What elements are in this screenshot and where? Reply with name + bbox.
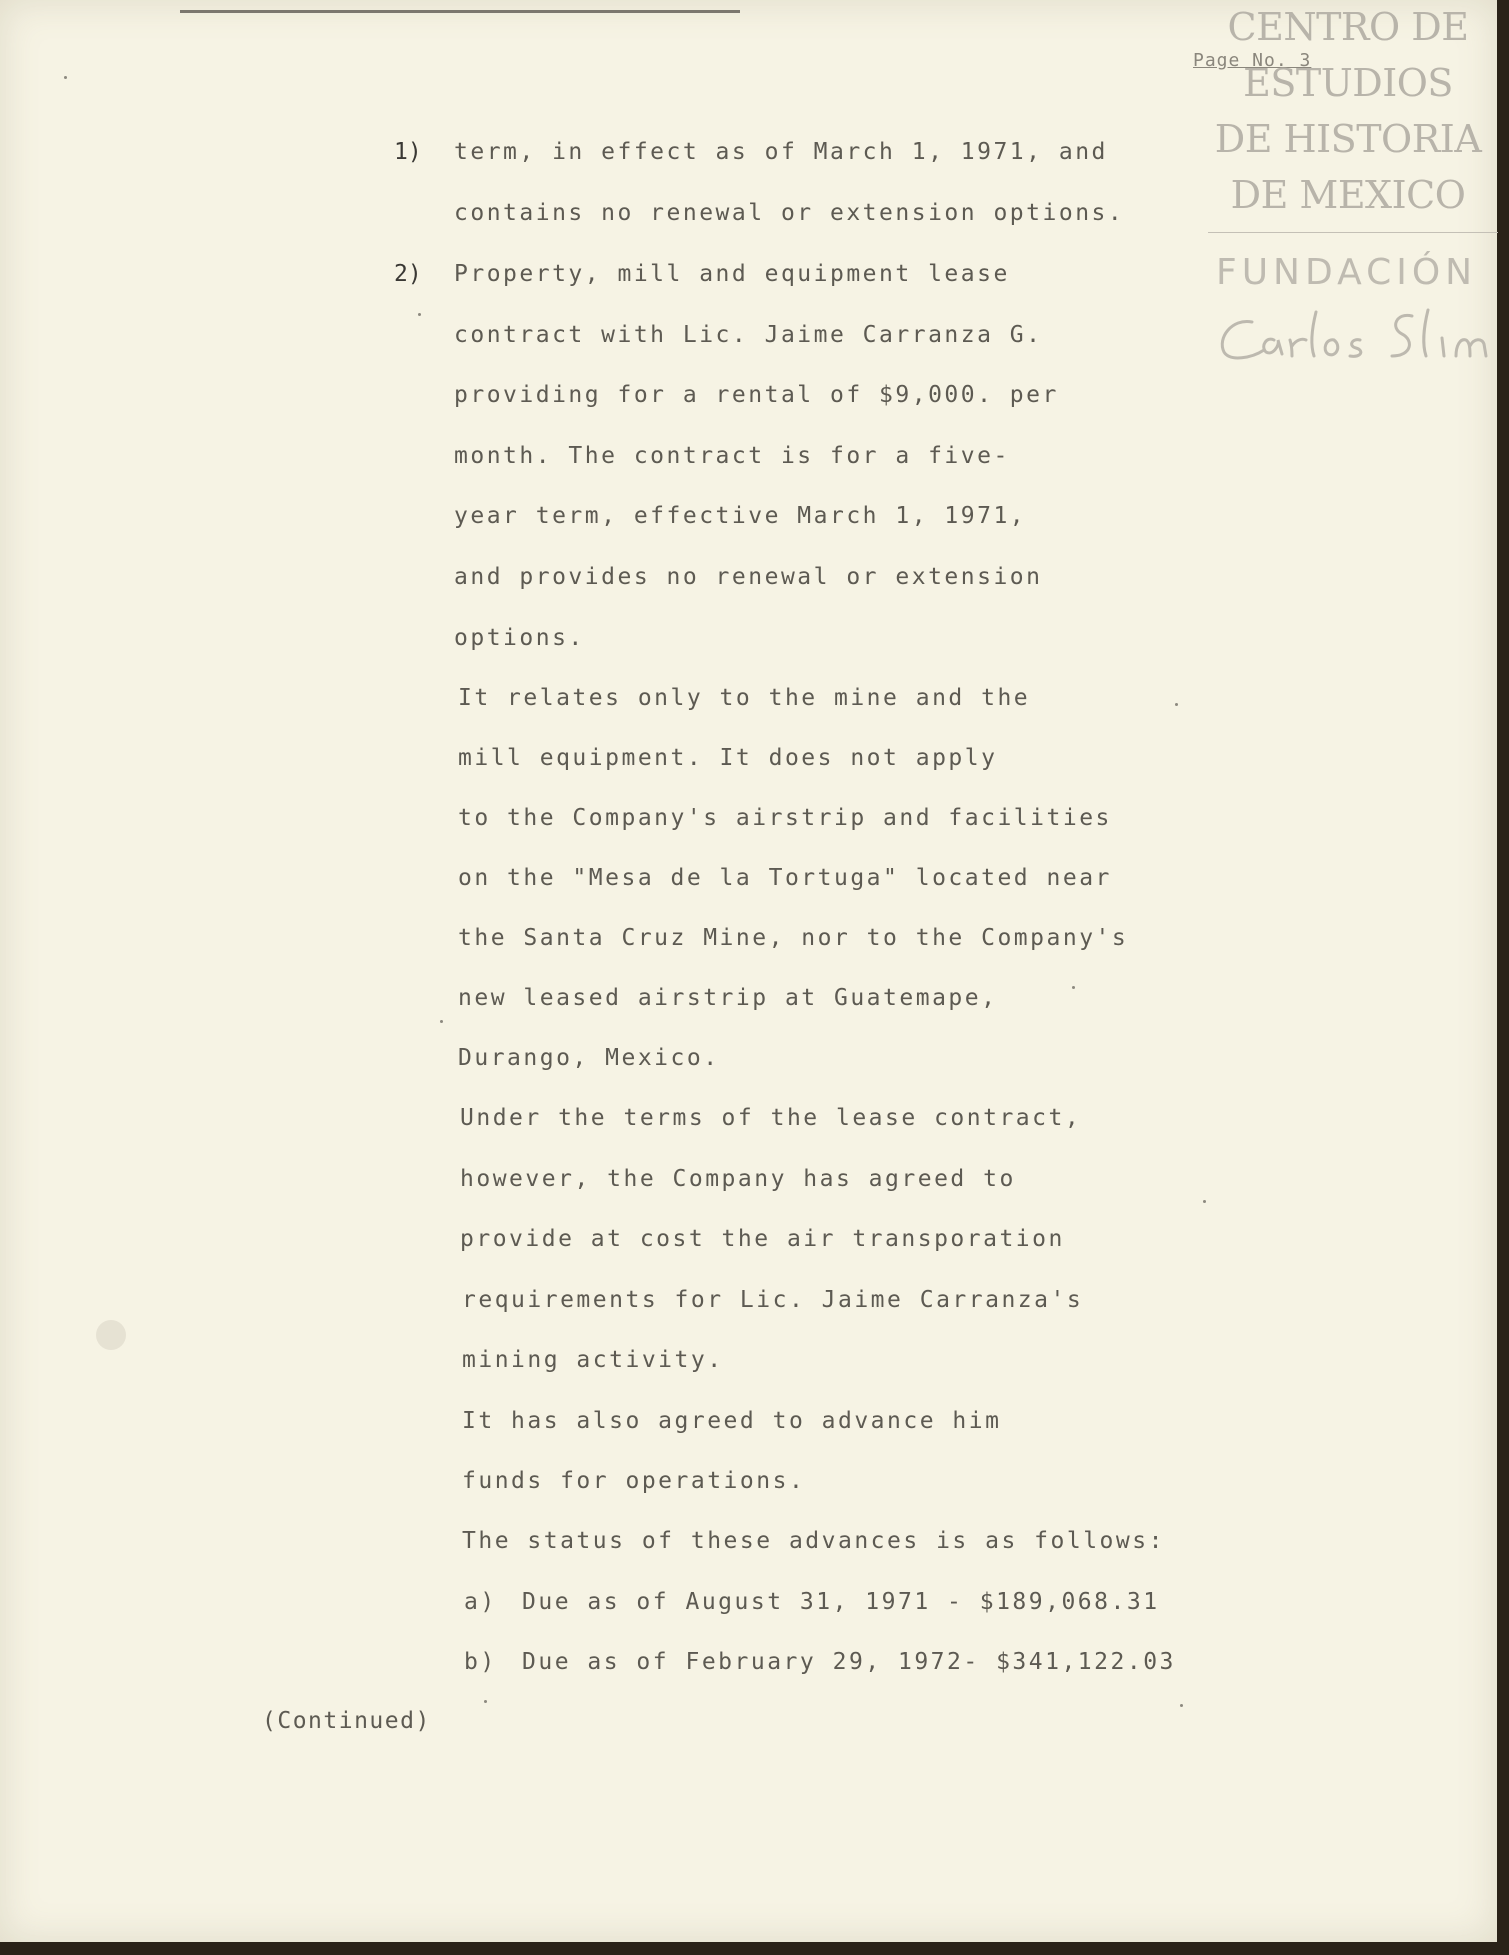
status-intro: The status of these advances is as follows:: [462, 1528, 1165, 1554]
top-edge-rule: [180, 10, 740, 13]
scan-speck: [418, 313, 421, 316]
item-2-line: and provides no renewal or extension: [454, 564, 1043, 590]
scan-speck: [484, 1700, 487, 1703]
paragraph-1-line: on the "Mesa de la Tortuga" located near: [458, 865, 1112, 891]
watermark-foundation: FUNDACIÓN: [1216, 252, 1478, 293]
advance-line: Due as of February 29, 1972- $341,122.03: [522, 1649, 1176, 1675]
item-1-line: contains no renewal or extension options.: [454, 200, 1125, 226]
watermark-divider: [1208, 232, 1498, 233]
paragraph-2-line: provide at cost the air transporation: [460, 1226, 1065, 1252]
paragraph-3-line: funds for operations.: [462, 1468, 806, 1494]
paragraph-2-line: mining activity.: [462, 1347, 724, 1373]
scan-stain: [96, 1320, 126, 1350]
paragraph-1-line: mill equipment. It does not apply: [458, 745, 998, 771]
advance-line: Due as of August 31, 1971 - $189,068.31: [522, 1589, 1160, 1615]
item-2-line: month. The contract is for a five-: [454, 443, 1010, 469]
watermark-line-3: DE HISTORIA: [1214, 117, 1482, 161]
paragraph-1-line: the Santa Cruz Mine, nor to the Company's: [458, 925, 1129, 951]
paragraph-1-line: new leased airstrip at Guatemape,: [458, 985, 998, 1011]
item-1-number: 1): [394, 139, 422, 165]
paragraph-1-line: Durango, Mexico.: [458, 1045, 720, 1071]
item-2-line: Property, mill and equipment lease: [454, 261, 1010, 287]
item-2-line: options.: [454, 625, 585, 651]
scan-speck: [1175, 703, 1178, 706]
advance-label: a): [464, 1589, 497, 1615]
scan-speck: [440, 1020, 443, 1023]
page-number: Page No. 3: [1193, 50, 1312, 71]
watermark-line-1: CENTRO DE: [1227, 5, 1469, 49]
paragraph-1-line: It relates only to the mine and the: [458, 685, 1031, 711]
item-1-line: term, in effect as of March 1, 1971, and: [454, 139, 1108, 165]
watermark-signature: [1212, 300, 1502, 374]
paragraph-2-line: however, the Company has agreed to: [460, 1166, 1016, 1192]
paragraph-2-line: Under the terms of the lease contract,: [460, 1105, 1082, 1131]
continued-note: (Continued): [262, 1708, 431, 1734]
item-2-number: 2): [394, 261, 422, 287]
signature-logo: [1212, 300, 1502, 370]
item-2-line: contract with Lic. Jaime Carranza G.: [454, 322, 1043, 348]
scan-speck: [64, 76, 67, 79]
watermark-line-4: DE MEXICO: [1230, 173, 1466, 217]
advance-label: b): [464, 1649, 497, 1675]
scan-speck: [1180, 1704, 1183, 1707]
scan-speck: [1072, 986, 1075, 989]
paragraph-1-line: to the Company's airstrip and facilities: [458, 805, 1112, 831]
watermark-line-2: ESTUDIOS: [1243, 61, 1453, 105]
item-2-line: year term, effective March 1, 1971,: [454, 503, 1027, 529]
paragraph-2-line: requirements for Lic. Jaime Carranza's: [462, 1287, 1084, 1313]
item-2-line: providing for a rental of $9,000. per: [454, 382, 1059, 408]
paragraph-3-line: It has also agreed to advance him: [462, 1408, 1002, 1434]
scan-speck: [1203, 1200, 1206, 1203]
